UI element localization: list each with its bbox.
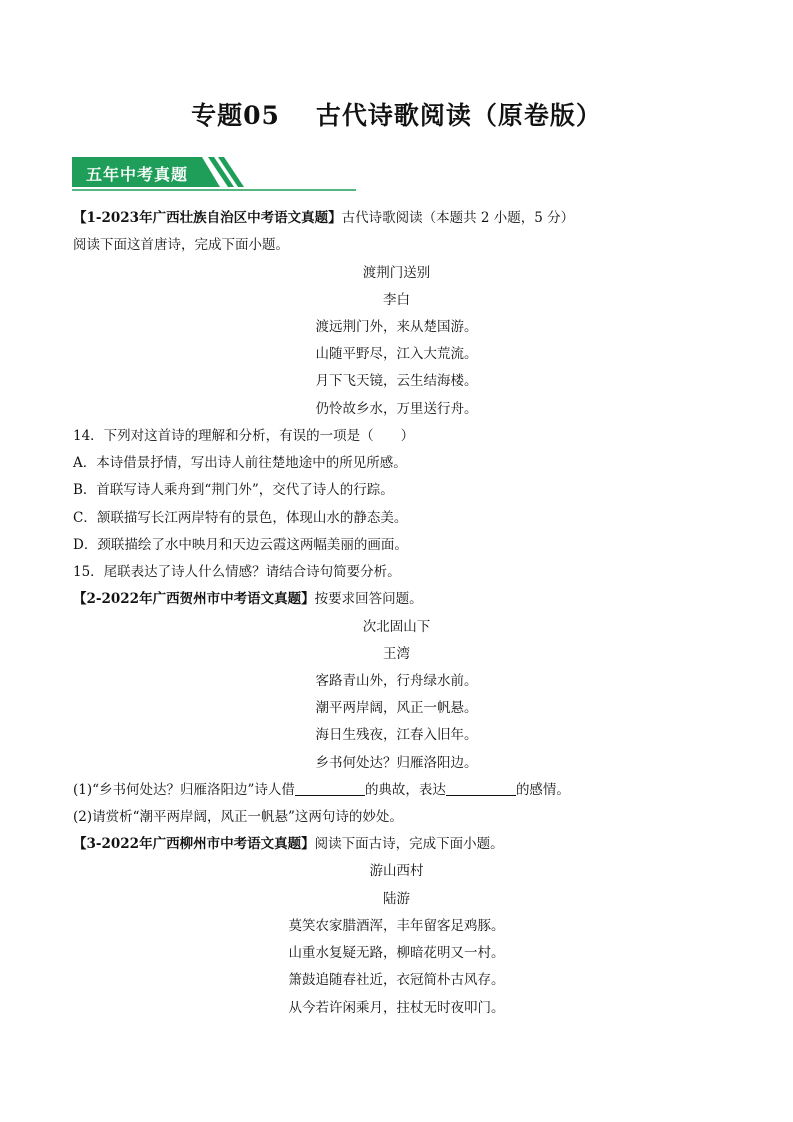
q1-poem-line: 仍怜故乡水，万里送行舟。: [315, 401, 478, 417]
q2-poem-author: 王湾: [383, 646, 410, 662]
q2-poem-line: 潮平两岸阔，风正一帆悬。: [315, 700, 478, 716]
q3-source: 【3-2022年广西柳州市中考语文真题】: [73, 836, 315, 852]
q2-sub1: [73, 781, 570, 799]
q14-option-d: D．颈联描绘了水中映月和天边云霞这两幅美丽的画面。: [73, 537, 408, 553]
banner-label: 五年中考真题: [86, 165, 189, 184]
answer-blank[interactable]: [446, 781, 516, 796]
q3-poem-line: 山重水复疑无路，柳暗花明又一村。: [288, 945, 505, 961]
q3-poem-author: 陆游: [383, 891, 410, 907]
q1-source: 【1-2023年广西壮族自治区中考语文真题】: [73, 210, 342, 226]
title-number: 05: [243, 101, 280, 130]
page-title: [0, 96, 793, 132]
q1-poem-title: 渡荆门送别: [362, 265, 431, 281]
q3-poem-line: 莫笑农家腊酒浑，丰年留客足鸡豚。: [288, 918, 505, 934]
q2-poem-line: 海日生残夜，江春入旧年。: [315, 727, 478, 743]
q2-sub1-part: 的典故，表达: [364, 782, 446, 798]
q2-source: 【2-2022年广西贺州市中考语文真题】: [73, 591, 315, 607]
q1-instruction: 阅读下面这首唐诗，完成下面小题。: [73, 237, 289, 253]
q3-intro: 阅读下面古诗，完成下面小题。: [314, 836, 504, 852]
title-main: 古代诗歌阅读（原卷版）: [315, 101, 602, 130]
q3-poem-line: 从今若许闲乘月，拄杖无时夜叩门。: [288, 1000, 505, 1016]
q2-sub1-part: (1)“乡书何处达？归雁洛阳边”诗人借: [73, 782, 295, 798]
q1-poem-line: 渡远荆门外，来从楚国游。: [315, 319, 478, 335]
q3-header: [73, 835, 504, 853]
q14-option-c: C．颔联描写长江两岸特有的景色，体现山水的静态美。: [73, 510, 408, 526]
title-prefix: 专题: [191, 101, 244, 130]
q14-stem: 14．下列对这首诗的理解和分析，有误的一项是（ ）: [73, 428, 415, 444]
q1-poem-author: 李白: [383, 292, 410, 308]
q2-intro: 按要求回答问题。: [314, 591, 423, 607]
q3-poem-line: 箫鼓追随春社近，衣冠简朴古风存。: [288, 972, 505, 988]
q14-option-b: B．首联写诗人乘舟到“荆门外”，交代了诗人的行踪。: [73, 482, 394, 498]
q14-option-a: A．本诗借景抒情，写出诗人前往楚地途中的所见所感。: [73, 455, 407, 471]
q2-poem-line: 客路青山外，行舟绿水前。: [315, 673, 478, 689]
q2-sub2: (2)请赏析“潮平两岸阔，风正一帆悬”这两句诗的妙处。: [73, 809, 403, 825]
q1-header: [73, 209, 574, 227]
q2-header: [73, 590, 423, 608]
q1-poem-line: 山随平野尽，江入大荒流。: [315, 346, 478, 362]
answer-blank[interactable]: [295, 781, 365, 796]
q3-poem-title: 游山西村: [369, 863, 424, 879]
q2-poem-title: 次北固山下: [362, 619, 431, 635]
q1-poem-line: 月下飞天镜，云生结海楼。: [315, 373, 478, 389]
q2-sub1-part: 的感情。: [515, 782, 570, 798]
q2-poem-line: 乡书何处达？归雁洛阳边。: [315, 755, 478, 771]
q1-intro: 古代诗歌阅读（本题共 2 小题，5 分）: [341, 210, 575, 226]
q15-stem: 15．尾联表达了诗人什么情感？请结合诗句简要分析。: [73, 564, 401, 580]
